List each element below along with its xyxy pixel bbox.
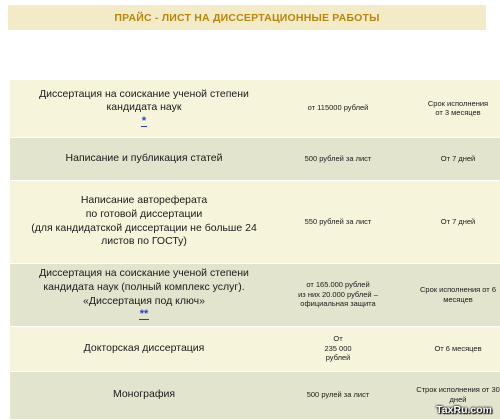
watermark: TaxRu.com (436, 404, 492, 416)
term-line: От 7 дней (440, 216, 476, 226)
term-line: от 3 месяцев (435, 108, 481, 118)
table-row-articles (10, 137, 500, 180)
service-line: Докторская диссертация (83, 341, 205, 354)
table-row-doctoral-dissertation (10, 326, 500, 371)
service-cell (10, 263, 278, 326)
term-line: Срок исполнения (427, 98, 489, 108)
term-line: Срок исполнения от 6 (420, 284, 496, 294)
price-cell (278, 80, 398, 137)
table-row-candidate-dissertation (10, 80, 500, 137)
footnote-link[interactable]: * (141, 115, 147, 128)
price-cell (278, 371, 398, 419)
service-line: Написание и публикация статей (65, 151, 223, 164)
service-cell (10, 80, 278, 137)
service-line: Диссертация на соискание ученой степени (39, 267, 249, 280)
table-row-abstract (10, 180, 500, 263)
service-line: Диссертация на соискание ученой степени (39, 87, 249, 100)
term-cell (398, 137, 500, 180)
service-cell (10, 371, 278, 419)
service-cell (10, 180, 278, 263)
page-title: ПРАЙС - ЛИСТ НА ДИССЕРТАЦИОННЫЕ РАБОТЫ (114, 11, 380, 24)
term-cell (398, 180, 500, 263)
term-cell (398, 80, 500, 137)
price-cell (278, 137, 398, 180)
price-line: рублей (325, 353, 351, 363)
term-cell (398, 326, 500, 371)
service-line: Монография (112, 388, 176, 401)
price-line: от 165.000 рублей (306, 279, 370, 289)
price-line: От (333, 333, 343, 343)
service-line: (для кандидатской диссертации не больше 24 (31, 221, 257, 234)
service-line: по готовой диссертации (85, 207, 203, 220)
price-line: от 115000 рублей (307, 103, 369, 113)
service-cell (10, 137, 278, 180)
service-line: листов по ГОСТу) (101, 235, 187, 248)
term-line: От 7 дней (440, 153, 476, 163)
price-line: официальная защита (300, 299, 376, 309)
price-line: из них 20.000 рублей – (298, 289, 378, 299)
table-row-turnkey-dissertation (10, 263, 500, 326)
service-line: кандидата наук (106, 101, 182, 114)
price-line: 500 рулей за лист (306, 390, 370, 400)
term-line: От 6 месяцев (434, 343, 482, 353)
term-line: месяцев (443, 294, 473, 304)
service-line: кандидата наук (полный комплекс услуг). (43, 280, 245, 293)
price-line: 500 рублей за лист (304, 153, 372, 163)
price-table (10, 80, 500, 420)
price-cell (278, 263, 398, 326)
footnote-link[interactable]: ** (139, 308, 149, 321)
table-row-monograph (10, 371, 500, 419)
price-line: 235 000 (324, 343, 352, 353)
price-cell (278, 180, 398, 263)
term-cell (398, 263, 500, 326)
price-line: 550 рублей за лист (304, 216, 372, 226)
term-line: дней (449, 395, 467, 404)
service-line: «Диссертация под ключ» (83, 294, 205, 307)
service-line: Написание автореферата (80, 194, 208, 207)
service-cell (10, 326, 278, 371)
price-cell (278, 326, 398, 371)
title-bar (8, 5, 486, 30)
term-line: Строк исполнения от 30 (416, 385, 500, 395)
